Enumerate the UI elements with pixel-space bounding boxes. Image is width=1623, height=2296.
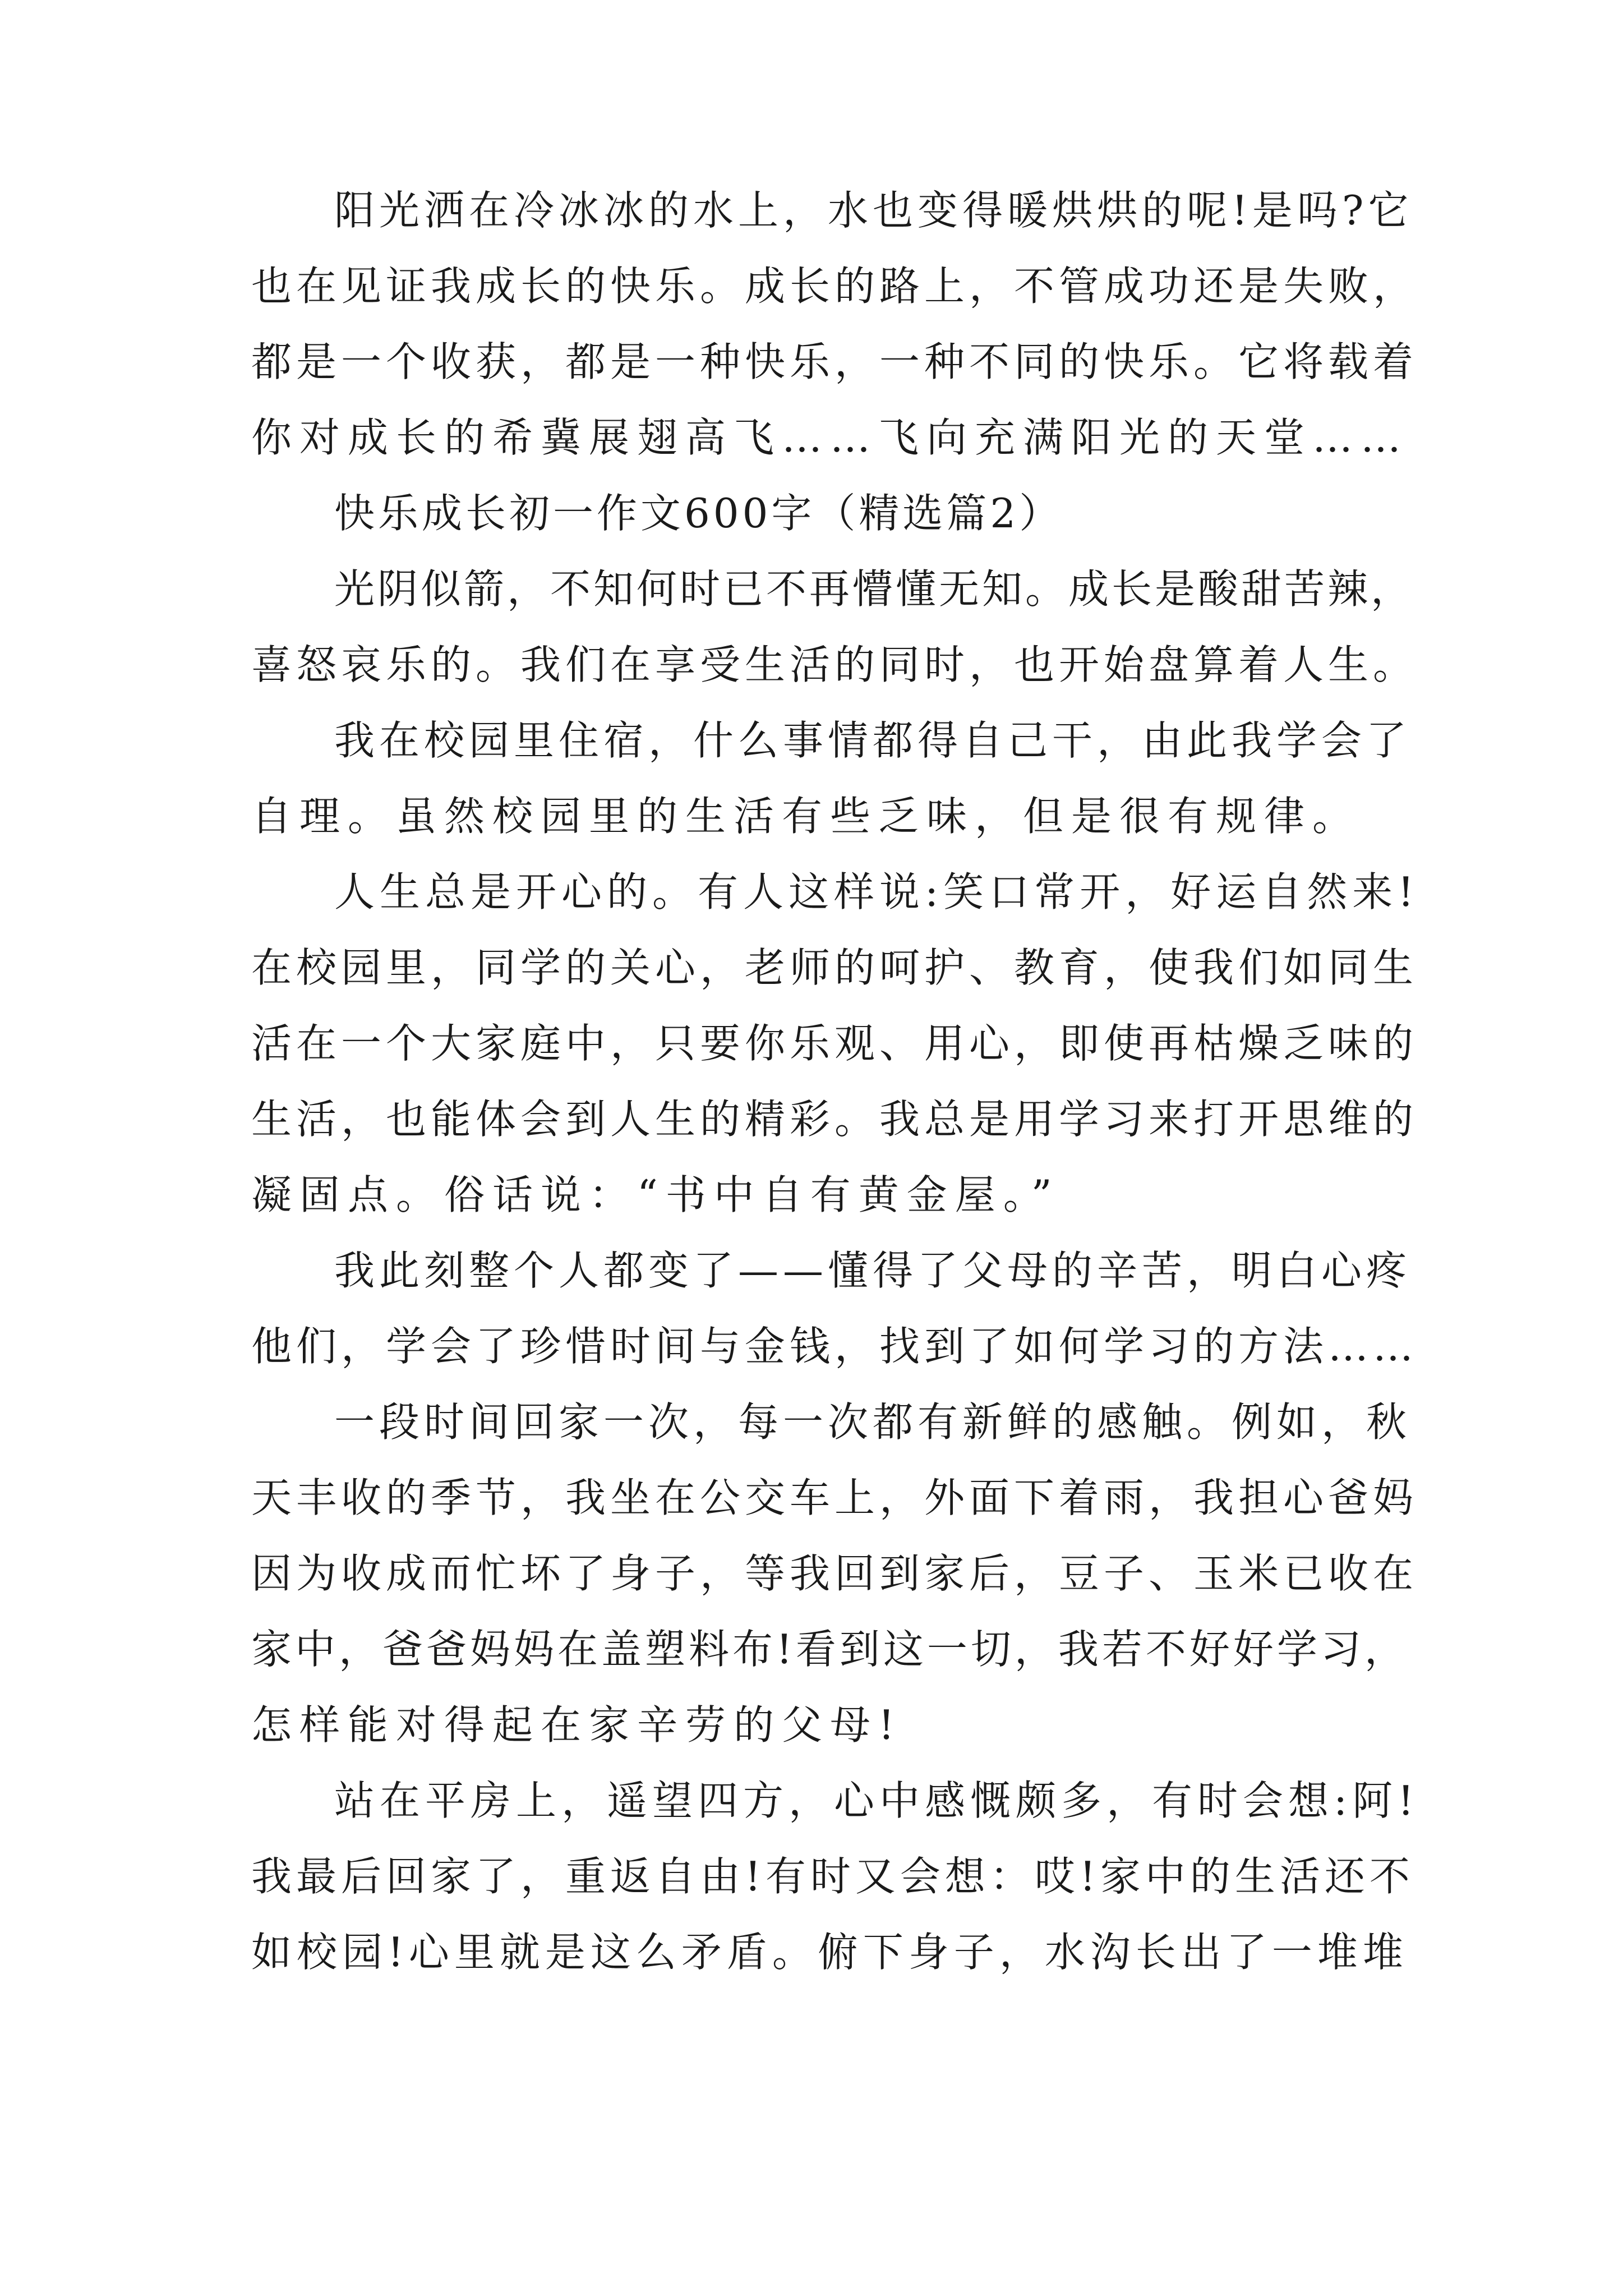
body-text-line: 站在平房上，遥望四方，心中感慨颇多，有时会想:阿! <box>334 1777 1419 1824</box>
body-text-line: 生活，也能体会到人生的精彩。我总是用学习来打开思维的 <box>251 1096 1418 1143</box>
section-heading: 快乐成长初一作文600字（精选篇2） <box>334 490 1063 537</box>
body-text-line: 阳光洒在冷冰冰的水上，水也变得暖烘烘的呢!是吗?它 <box>334 187 1413 234</box>
body-text-line: 天丰收的季节，我坐在公交车上，外面下着雨，我担心爸妈 <box>251 1474 1418 1521</box>
body-text-line: 喜怒哀乐的。我们在享受生活的同时，也开始盘算着人生。 <box>251 641 1418 688</box>
body-text-line: 我在校园里住宿，什么事情都得自己干，由此我学会了 <box>334 717 1412 764</box>
body-text-line: 因为收成而忙坏了身子，等我回到家后，豆子、玉米已收在 <box>251 1550 1418 1597</box>
body-text-line: 也在见证我成长的快乐。成长的路上，不管成功还是失败， <box>251 263 1418 310</box>
body-text-line: 他们，学会了珍惜时间与金钱，找到了如何学习的方法…… <box>251 1323 1418 1370</box>
body-text-line: 一段时间回家一次，每一次都有新鲜的感触。例如，秋 <box>334 1398 1412 1446</box>
body-text-line: 家中，爸爸妈妈在盖塑料布!看到这一切，我若不好好学习， <box>251 1626 1408 1673</box>
body-text-line: 我最后回家了，重返自由!有时又会想：哎!家中的生活还不 <box>251 1853 1414 1900</box>
body-text-line: 在校园里，同学的关心，老师的呵护、教育，使我们如同生 <box>251 944 1418 991</box>
body-text-line: 活在一个大家庭中，只要你乐观、用心，即使再枯燥乏味的 <box>251 1020 1418 1067</box>
body-text-line: 凝固点。俗话说：“书中自有黄金屋。” <box>251 1171 1060 1218</box>
body-text-line: 我此刻整个人都变了——懂得了父母的辛苦，明白心疼 <box>334 1247 1412 1294</box>
body-text-line: 怎样能对得起在家辛劳的父母! <box>251 1701 902 1749</box>
body-text-line: 都是一个收获，都是一种快乐，一种不同的快乐。它将载着 <box>251 338 1418 385</box>
body-text-line: 如校园!心里就是这么矛盾。俯下身子，水沟长出了一堆堆 <box>251 1929 1408 1976</box>
body-text-line: 人生总是开心的。有人这样说:笑口常开，好运自然来! <box>334 868 1419 915</box>
body-text-line: 自理。虽然校园里的生活有些乏味，但是很有规律。 <box>251 793 1361 840</box>
body-text-line: 你对成长的希冀展翅高飞……飞向充满阳光的天堂…… <box>251 414 1409 461</box>
body-text-line: 光阴似箭，不知何时已不再懵懂无知。成长是酸甜苦辣， <box>334 565 1414 613</box>
